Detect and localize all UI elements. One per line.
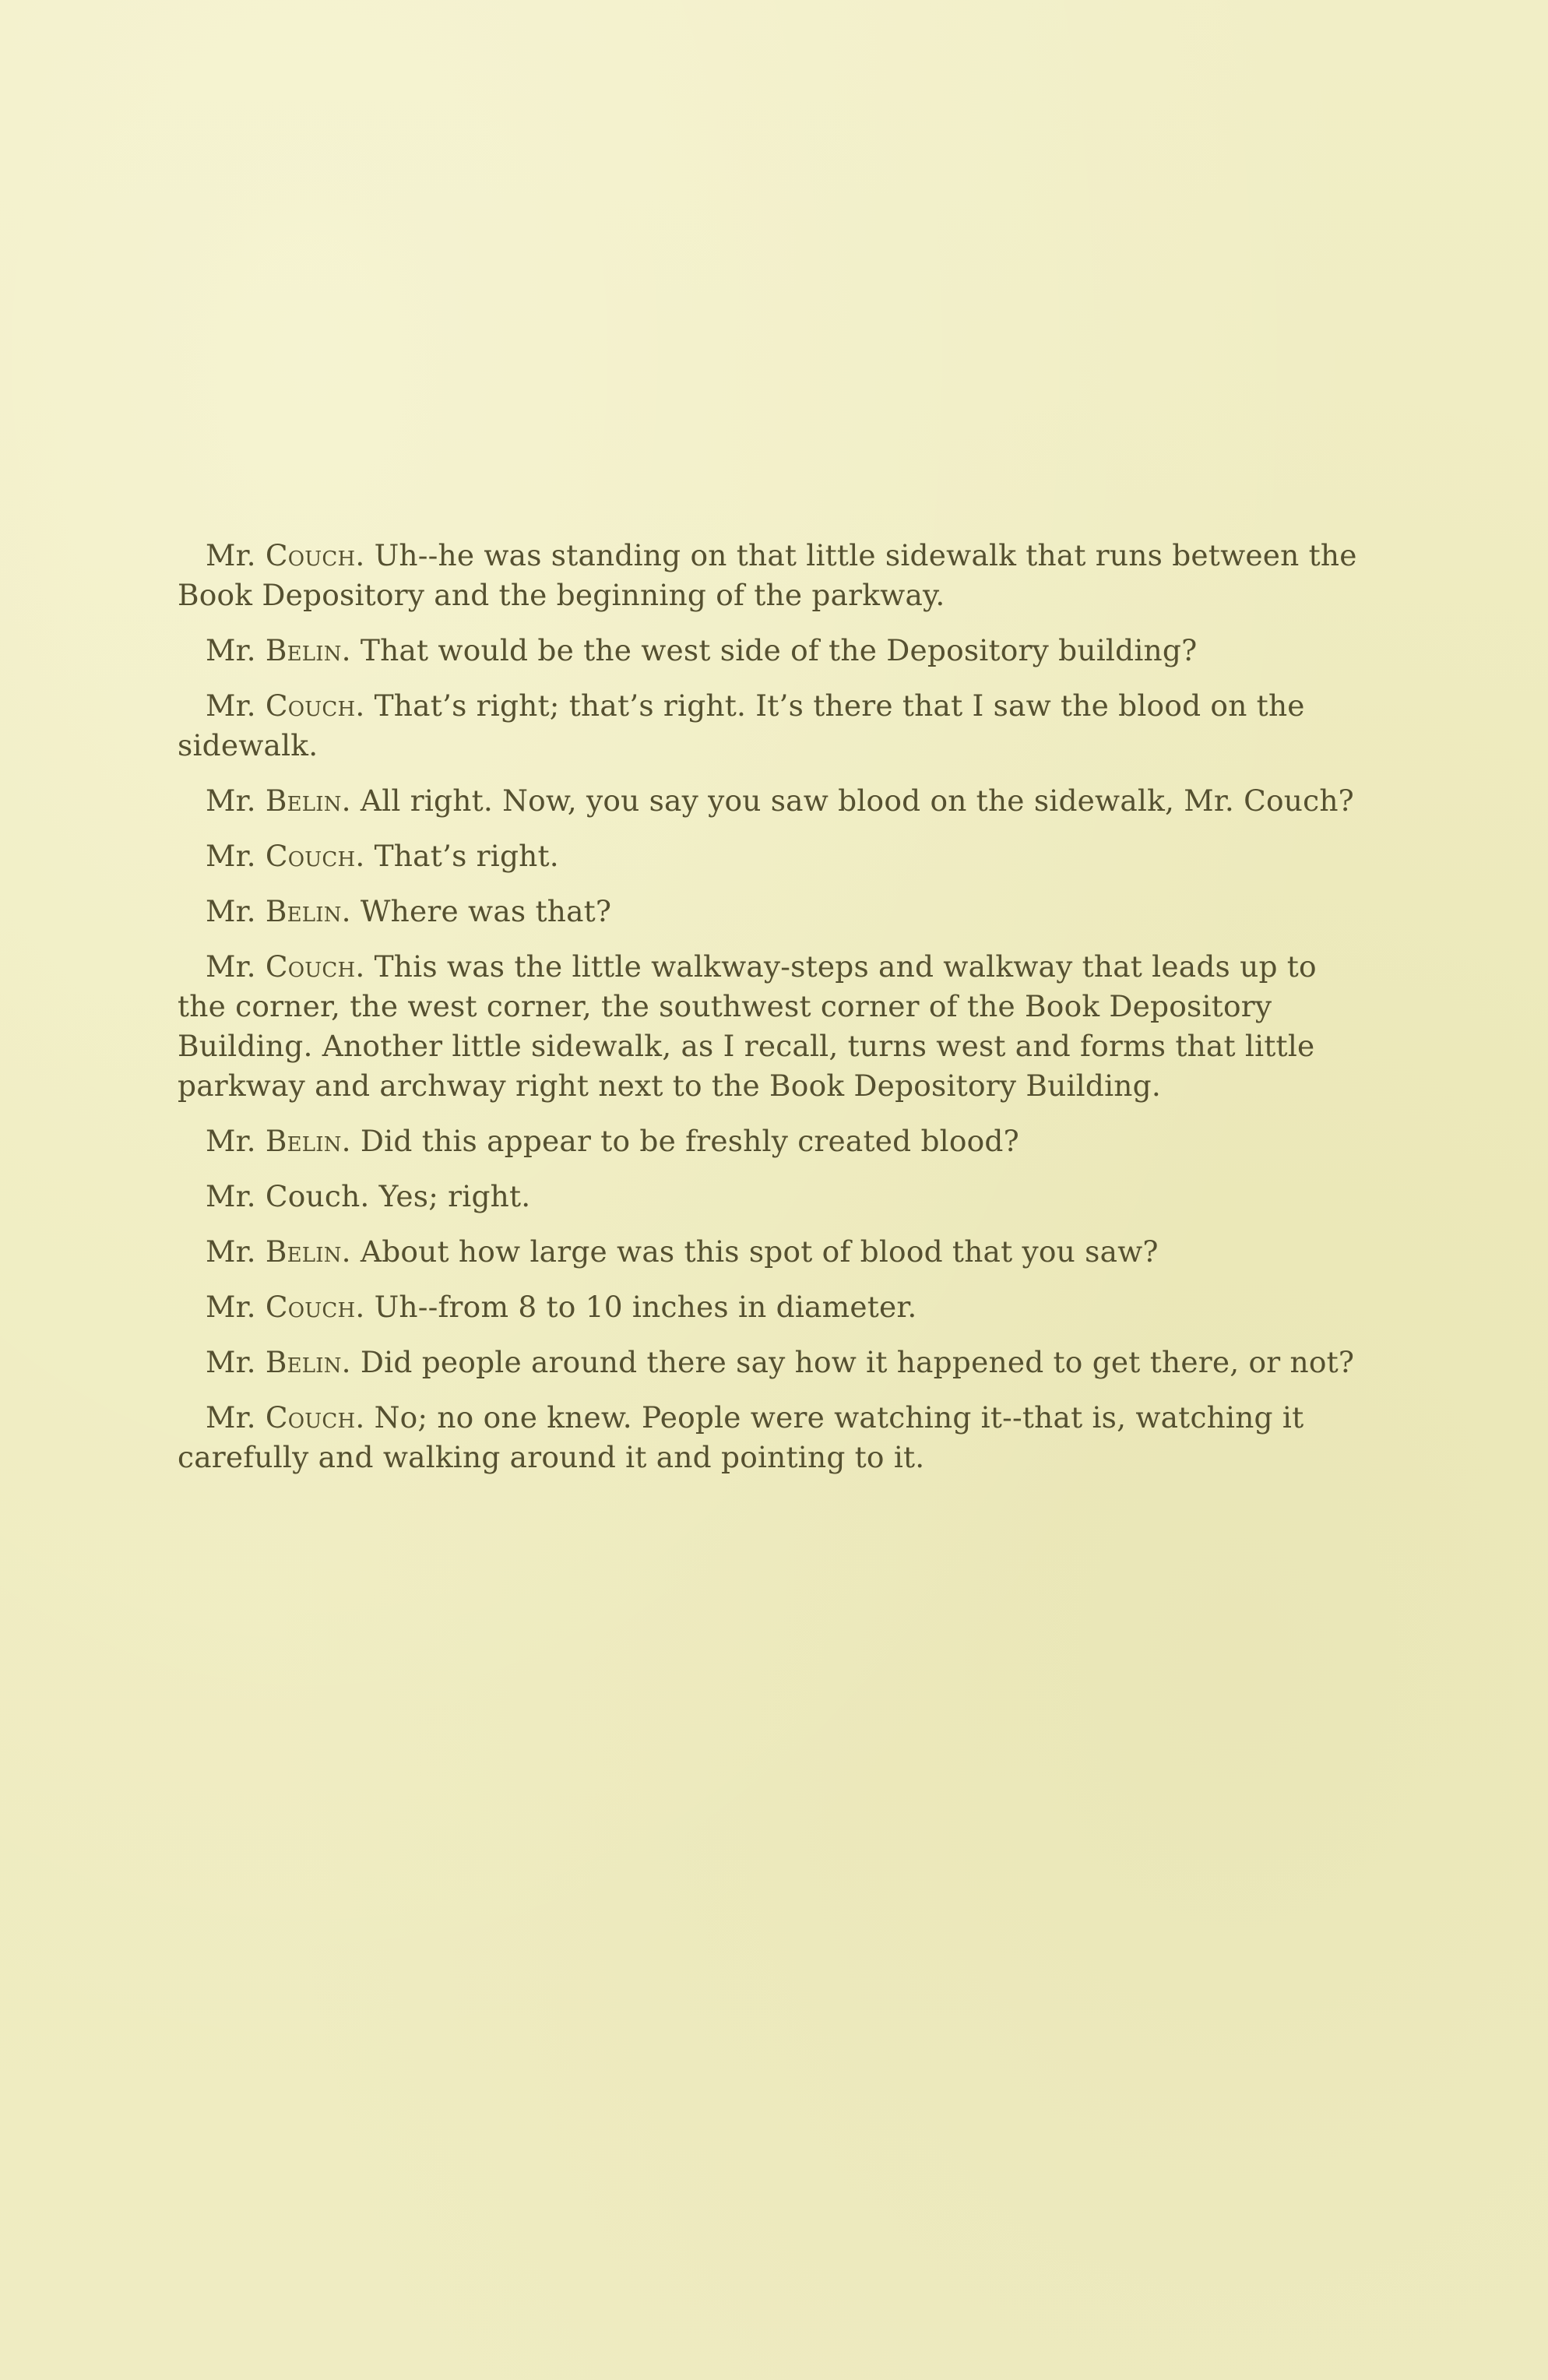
testimony-text: . About how large was this spot of blood that you saw? xyxy=(341,1234,1159,1269)
speaker-name: Couch xyxy=(265,1400,356,1435)
speaker-title: Mr. xyxy=(206,839,266,873)
speaker-name: Belin xyxy=(265,1124,342,1158)
testimony-paragraph xyxy=(178,1287,1373,1327)
testimony-text: . That’s right; that’s right. It’s there that I saw the blood on the sidewalk. xyxy=(178,688,1305,762)
speaker-name: Couch xyxy=(265,949,356,984)
testimony-paragraph xyxy=(178,686,1373,766)
speaker-name: Couch xyxy=(265,538,356,572)
speaker-title: Mr. xyxy=(206,1124,266,1158)
testimony-text: . Did people around there say how it happened to get there, or not? xyxy=(341,1345,1355,1379)
testimony-paragraph xyxy=(178,1121,1373,1161)
testimony-text: . No; no one knew. People were watching it--that is, watching it carefully and walking around it and pointing to it. xyxy=(178,1400,1304,1474)
speaker-name: Couch xyxy=(265,1179,361,1213)
speaker-name: Belin xyxy=(265,633,342,667)
speaker-name: Couch xyxy=(265,1290,356,1324)
speaker-name: Couch xyxy=(265,839,356,873)
testimony-paragraph xyxy=(178,1398,1373,1477)
speaker-title: Mr. xyxy=(206,1400,266,1435)
testimony-paragraph xyxy=(178,1343,1373,1382)
testimony-text: . Uh--from 8 to 10 inches in diameter. xyxy=(355,1290,917,1324)
testimony-paragraph xyxy=(178,1232,1373,1272)
testimony-paragraph xyxy=(178,836,1373,876)
testimony-transcript xyxy=(178,536,1373,1493)
speaker-title: Mr. xyxy=(206,633,266,667)
testimony-text: . Yes; right. xyxy=(360,1179,531,1213)
testimony-paragraph xyxy=(178,781,1373,821)
speaker-title: Mr. xyxy=(206,949,266,984)
testimony-text: . This was the little walkway-steps and walkway that leads up to the corner, the west corner, the southwest corner of the Book Depository Building. Another little sidewalk, as I recall, turns west and forms that little parkway and archway right next to the Book Depository Building. xyxy=(178,949,1317,1103)
testimony-text: . Where was that? xyxy=(341,894,612,928)
speaker-title: Mr. xyxy=(206,783,266,818)
speaker-name: Belin xyxy=(265,894,342,928)
speaker-name: Belin xyxy=(265,1345,342,1379)
speaker-title: Mr. xyxy=(206,1345,266,1379)
testimony-text: . That’s right. xyxy=(355,839,559,873)
speaker-name: Belin xyxy=(265,783,342,818)
testimony-text: . Did this appear to be freshly created blood? xyxy=(341,1124,1019,1158)
speaker-title: Mr. xyxy=(206,894,266,928)
testimony-paragraph xyxy=(178,1177,1373,1216)
testimony-paragraph xyxy=(178,536,1373,615)
speaker-title: Mr. xyxy=(206,1179,266,1213)
testimony-text: . Uh--he was standing on that little sidewalk that runs between the Book Depository and the beginning of the parkway. xyxy=(178,538,1357,612)
speaker-name: Belin xyxy=(265,1234,342,1269)
testimony-text: . That would be the west side of the Depository building? xyxy=(341,633,1198,667)
testimony-text: . All right. Now, you say you saw blood on the sidewalk, Mr. Couch? xyxy=(341,783,1354,818)
testimony-paragraph xyxy=(178,631,1373,671)
speaker-title: Mr. xyxy=(206,1234,266,1269)
speaker-title: Mr. xyxy=(206,538,266,572)
testimony-paragraph xyxy=(178,947,1373,1106)
speaker-title: Mr. xyxy=(206,688,266,723)
speaker-title: Mr. xyxy=(206,1290,266,1324)
testimony-paragraph xyxy=(178,892,1373,931)
speaker-name: Couch xyxy=(265,688,356,723)
